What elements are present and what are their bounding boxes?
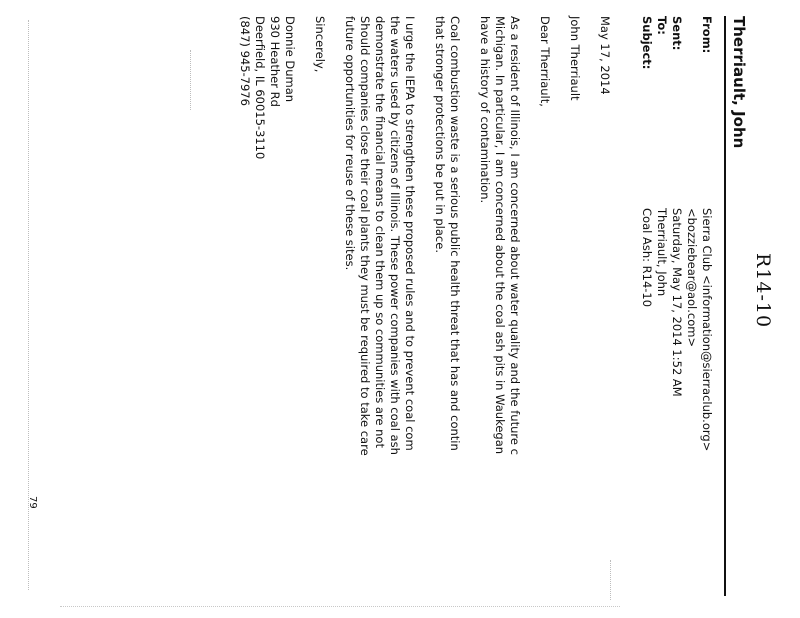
signature-phone: (847) 945-7976 — [238, 16, 252, 106]
paragraph-1-line-3: have a history of contamination. — [478, 16, 492, 204]
recipient-heading: Therriault, John — [730, 16, 748, 149]
to-label: To: — [655, 16, 669, 35]
sent-value: Saturday, May 17, 2014 1:52 AM — [670, 208, 684, 397]
from-label: From: — [700, 16, 714, 54]
signature-street: 930 Heather Rd — [268, 16, 282, 107]
scan-edge-bottom — [60, 606, 620, 607]
page-number: 79 — [27, 496, 38, 509]
subject-value: Coal Ash: R14-10 — [640, 208, 654, 308]
sent-label: Sent: — [670, 16, 684, 51]
paragraph-2-line-1: Coal combustion waste is a serious public health threat that has and contin — [448, 16, 462, 451]
paragraph-1-line-2: Michigan. In particular, I am concerned about the coal ash pits in Waukegan — [493, 16, 507, 455]
to-value: Therriault, John — [655, 208, 669, 297]
scan-speck-2 — [610, 560, 611, 600]
from-email: <bozziebear@aol.com> — [685, 208, 699, 348]
subject-label: Subject: — [640, 16, 654, 70]
signature-name: Donnie Duman — [283, 16, 297, 103]
paragraph-3-line-2: the waters used by citizens of Illinois. These power companies with coal ash — [388, 16, 402, 455]
letter-date: May 17, 2014 — [598, 16, 612, 95]
letter-addressee: John Therriault — [568, 16, 582, 101]
signature-city: Deerfield, IL 60015-3110 — [253, 16, 267, 160]
paragraph-1-line-1: As a resident of Illinois, I am concerned about water quality and the future c — [508, 16, 522, 455]
letter-salutation: Dear Therriault, — [538, 16, 552, 107]
paragraph-3-line-3: demonstrate the financial means to clean them up so communities are not — [373, 16, 387, 448]
paragraph-3-line-4: Should companies close their coal plants they must be required to take care — [358, 16, 372, 456]
from-value: Sierra Club <information@sierraclub.org> — [700, 208, 714, 452]
paragraph-3-line-1: I urge the IEPA to strengthen these proposed rules and to prevent coal com — [403, 16, 417, 451]
scan-edge-left — [28, 20, 29, 590]
docket-stamp: R14-10 — [752, 253, 774, 329]
letter-closing: Sincerely, — [313, 16, 327, 73]
paragraph-2-line-2: that stronger protections be put in place. — [433, 16, 447, 253]
paragraph-3-line-5: future opportunities for reuse of these sites. — [343, 16, 357, 271]
heading-rule — [724, 16, 726, 596]
rotated-letter — [27, 8, 790, 608]
scan-speck-1 — [190, 50, 191, 110]
